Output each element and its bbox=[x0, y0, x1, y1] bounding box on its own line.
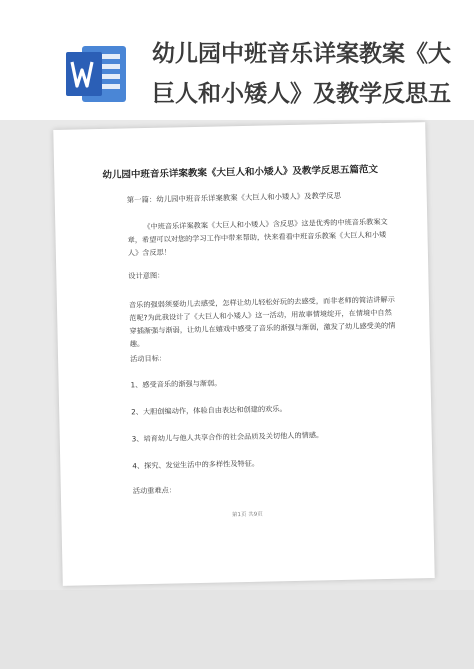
page-number: 第1页 共9页 bbox=[231, 511, 263, 519]
paragraph-goal-4: 4、探究、发觉生活中的多样性及特征。 bbox=[132, 458, 260, 471]
header bbox=[0, 0, 474, 120]
paragraph-intro: 《中班音乐详案教案《大巨人和小矮人》含反思》这是优秀的中班音乐教案文章，希望可以对您的学习工作中带来帮助，快来看看中班音乐教案《大巨人和小矮人》含反思！ bbox=[127, 216, 388, 258]
document-title: 幼儿园中班音乐详案教案《大巨人和小矮人》及教学反思五篇范文 bbox=[102, 164, 379, 181]
section-heading: 第一篇：幼儿园中班音乐详案教案《大巨人和小矮人》及教学反思 bbox=[126, 190, 342, 205]
word-icon bbox=[64, 42, 128, 106]
document-page bbox=[53, 122, 434, 586]
paragraph-key-points-heading: 活动重难点： bbox=[132, 485, 177, 496]
paragraph-goal-1: 1、感受音乐的渐强与渐弱。 bbox=[130, 378, 222, 390]
paragraph-design-heading: 设计意图： bbox=[128, 270, 165, 281]
paragraph-design-text: 音乐的强弱须要幼儿去感受，怎样让幼儿轻松好玩的去感受，而非老师的简洁讲解示范呢?为此我设计了《大巨人和小矮人》这一活动，用故事情境绽开，在情境中自然穿插渐强与渐弱，让幼儿在嬉戏中感受了音乐的渐强与渐弱，激发了幼儿感受美的情趣。 bbox=[128, 294, 396, 349]
paragraph-goal-2: 2、大胆创编动作，体验自由表达和创建的欢乐。 bbox=[131, 404, 287, 417]
footer-area bbox=[0, 590, 474, 669]
page-title: 幼儿园中班音乐详案教案《大巨人和小矮人》及教学反思五 bbox=[152, 40, 451, 107]
paragraph-goals-heading: 活动目标： bbox=[129, 353, 167, 364]
paragraph-goal-3: 3、培育幼儿与他人共享合作的社会品质及关切他人的情感。 bbox=[131, 430, 324, 444]
